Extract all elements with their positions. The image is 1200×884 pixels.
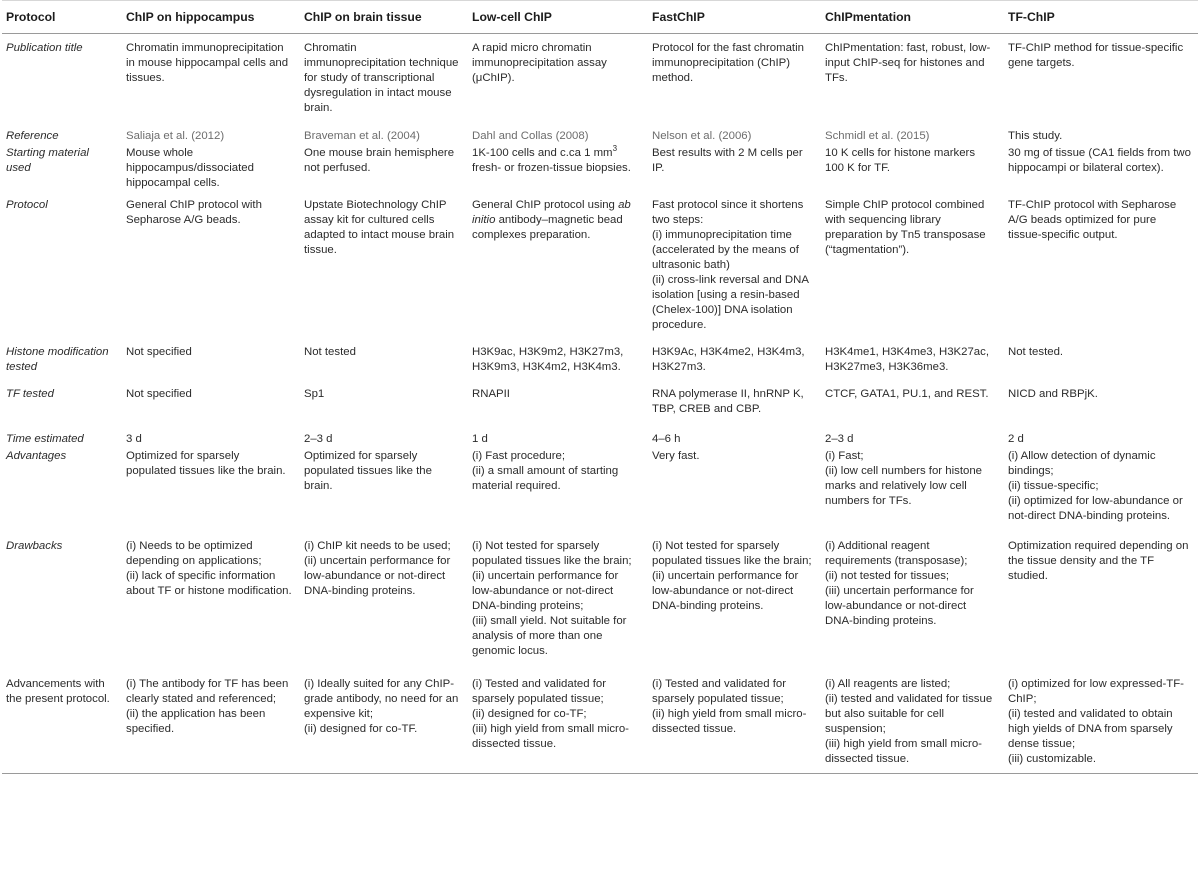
list-item: (i) optimized for low expressed-TF-ChIP;	[1008, 678, 1184, 705]
table-cell	[466, 196, 646, 340]
table-cell: Upstate Biotechnology ChIP assay kit for cultured cells adapted to intact mouse brain tissue.	[304, 199, 455, 256]
list-item: (ii) uncertain performance for low-abundance or not-direct DNA-binding proteins.	[652, 570, 799, 612]
row-advancements	[2, 675, 1198, 774]
list-item: (ii) designed for co-TF;	[472, 708, 587, 720]
item-list	[652, 228, 813, 333]
list-item: (ii) tested and validated to obtain high yields of DNA from sparsely dense tissue;	[1008, 708, 1173, 750]
row-label: Protocol	[6, 199, 48, 211]
table-cell: Very fast.	[652, 450, 700, 462]
table-cell	[466, 447, 646, 537]
item-list	[825, 677, 996, 767]
list-item: (i) immunoprecipitation time (accelerated by the means of ultrasonic bath)	[652, 229, 799, 271]
list-item: (ii) high yield from small micro-dissected tissue.	[652, 708, 807, 735]
table-cell	[646, 675, 819, 774]
list-item: (ii) uncertain performance for low-abundance or not-direct DNA-binding proteins;	[472, 570, 619, 612]
list-item: (i) All reagents are listed;	[825, 678, 951, 690]
table-cell: Not specified	[126, 388, 192, 400]
table-cell: 2–3 d	[825, 433, 854, 445]
table-cell: CTCF, GATA1, PU.1, and REST.	[825, 388, 989, 400]
item-list	[472, 449, 640, 494]
reference-link[interactable]: Schmidl et al. (2015)	[825, 130, 930, 142]
table-cell: General ChIP protocol with Sepharose A/G beads.	[126, 199, 262, 226]
table-cell: 4–6 h	[652, 433, 681, 445]
table-cell: Mouse whole hippocampus/dissociated hippocampal cells.	[126, 147, 254, 189]
row-label: Advancements with the present protocol.	[2, 675, 120, 774]
list-item: (i) Tested and validated for sparsely populated tissue;	[652, 678, 787, 705]
row-label: Reference	[6, 130, 59, 142]
protocol-comparison-table	[2, 0, 1198, 774]
list-item: (ii) cross-link reversal and DNA isolation [using a resin-based (Chelex-100)] DNA isolation procedure.	[652, 274, 809, 331]
list-item: (i) Tested and validated for sparsely populated tissue;	[472, 678, 607, 705]
row-histone-modification	[2, 340, 1198, 382]
table-cell: Chromatin immunoprecipitation technique for study of transcriptional dysregulation in intact mouse brain.	[304, 42, 459, 114]
row-tf-tested	[2, 382, 1198, 430]
row-starting-material	[2, 144, 1198, 196]
row-label: Time estimated	[6, 433, 84, 445]
cell-text: General ChIP protocol using	[472, 199, 619, 211]
table-cell: Not specified	[126, 346, 192, 358]
table-cell: RNAPII	[472, 388, 510, 400]
table-cell	[466, 144, 646, 196]
list-item: (i) Allow detection of dynamic bindings;	[1008, 450, 1156, 477]
table-cell	[646, 196, 819, 340]
reference-link[interactable]: Braveman et al. (2004)	[304, 130, 420, 142]
table-cell: 2 d	[1008, 433, 1024, 445]
row-time-estimated	[2, 430, 1198, 447]
item-list	[825, 449, 996, 509]
table-cell	[466, 537, 646, 675]
reference-link[interactable]: Saliaja et al. (2012)	[126, 130, 225, 142]
list-item: (ii) uncertain performance for low-abundance or not-direct DNA-binding proteins.	[304, 555, 451, 597]
header-low-cell-chip: Low-cell ChIP	[466, 1, 646, 34]
table-cell: H3K9Ac, H3K4me2, H3K4m3, H3K27m3.	[652, 346, 805, 373]
table-cell: 3 d	[126, 433, 142, 445]
list-item: (i) Not tested for sparsely populated tissues like the brain;	[472, 540, 632, 567]
item-list	[304, 677, 460, 737]
table-cell: 10 K cells for histone markers 100 K for TF.	[825, 147, 976, 174]
list-item: (i) Fast procedure;	[472, 450, 566, 462]
header-row	[2, 1, 1198, 34]
row-label: Starting material used	[6, 147, 89, 174]
table-cell: One mouse brain hemisphere not perfused.	[304, 147, 455, 174]
table-cell: Optimized for sparsely populated tissues like the brain.	[126, 450, 286, 477]
list-item: (iii) uncertain performance for low-abundance or not-direct DNA-binding proteins.	[825, 585, 974, 627]
row-reference	[2, 122, 1198, 144]
table-cell: Best results with 2 M cells per IP.	[652, 147, 803, 174]
row-protocol	[2, 196, 1198, 340]
row-drawbacks	[2, 537, 1198, 675]
list-item: (i) The antibody for TF has been clearly stated and referenced;	[126, 678, 289, 705]
header-fastchip: FastChIP	[646, 1, 819, 34]
list-item: (iii) small yield. Not suitable for analysis of more than one genomic locus.	[472, 615, 627, 657]
table-cell: 2–3 d	[304, 433, 333, 445]
cell-text: Fast protocol since it shortens two steps:	[652, 199, 804, 226]
list-item: (iii) high yield from small micro-dissected tissue.	[472, 723, 629, 750]
list-item: (ii) low cell numbers for histone marks and relatively low cell numbers for TFs.	[825, 465, 982, 507]
list-item: (i) Ideally suited for any ChIP-grade antibody, no need for an expensive kit;	[304, 678, 459, 720]
header-protocol: Protocol	[2, 1, 120, 34]
list-item: (ii) lack of specific information about TF or histone modification.	[126, 570, 292, 597]
table-cell	[819, 447, 1002, 537]
list-item: (i) Not tested for sparsely populated tissues like the brain;	[652, 540, 812, 567]
header-tf-chip: TF-ChIP	[1002, 1, 1198, 34]
list-item: (ii) tissue-specific;	[1008, 480, 1099, 492]
table-cell: ChIPmentation: fast, robust, low-input ChIP-seq for histones and TFs.	[825, 42, 991, 84]
list-item: (ii) not tested for tissues;	[825, 570, 950, 582]
table-cell: NICD and RBPjK.	[1008, 388, 1098, 400]
list-item: (ii) designed for co-TF.	[304, 723, 418, 735]
cell-text: fresh- or frozen-tissue biopsies.	[472, 162, 631, 174]
table-cell	[1002, 447, 1198, 537]
table-cell	[819, 537, 1002, 675]
table-cell	[298, 537, 466, 675]
reference-link[interactable]: Dahl and Collas (2008)	[472, 130, 589, 142]
list-item: (ii) a small amount of starting material required.	[472, 465, 619, 492]
table-cell: H3K4me1, H3K4me3, H3K27ac, H3K27me3, H3K36me3.	[825, 346, 989, 373]
item-list	[1008, 677, 1192, 767]
table-cell: Not tested	[304, 346, 356, 358]
row-label: Advantages	[6, 450, 67, 462]
table-cell	[819, 675, 1002, 774]
table-cell	[466, 675, 646, 774]
table-cell: Protocol for the fast chromatin immunoprecipitation (ChIP) method.	[652, 42, 804, 84]
table-cell	[120, 537, 298, 675]
cell-text: antibody–magnetic bead complexes preparation.	[472, 214, 623, 241]
table-cell	[646, 537, 819, 675]
list-item: (ii) optimized for low-abundance or not-direct DNA-binding proteins.	[1008, 495, 1183, 522]
table-cell	[1002, 675, 1198, 774]
list-item: (ii) tested and validated for tissue but also suitable for cell suspension;	[825, 693, 993, 735]
list-item: (i) Needs to be optimized depending on applications;	[126, 540, 262, 567]
reference-link[interactable]: Nelson et al. (2006)	[652, 130, 752, 142]
row-publication-title	[2, 34, 1198, 123]
table-cell: Optimized for sparsely populated tissues like the brain.	[304, 450, 432, 492]
table-cell: 30 mg of tissue (CA1 fields from two hippocampi or bilateral cortex).	[1008, 147, 1191, 174]
header-chipmentation: ChIPmentation	[819, 1, 1002, 34]
item-list	[472, 677, 640, 752]
row-label: Drawbacks	[6, 540, 63, 552]
table-cell: Not tested.	[1008, 346, 1064, 358]
row-advantages	[2, 447, 1198, 537]
table-cell: RNA polymerase II, hnRNP K, TBP, CREB and CBP.	[652, 388, 804, 415]
item-list	[126, 677, 292, 737]
row-label: TF tested	[6, 388, 54, 400]
table-cell: Simple ChIP protocol combined with sequencing library preparation by Tn5 transposase (“tagmentation”).	[825, 199, 986, 256]
row-label: Histone modification tested	[6, 346, 109, 373]
item-list	[825, 539, 996, 629]
list-item: (ii) the application has been specified.	[126, 708, 266, 735]
table-cell: Chromatin immunoprecipitation in mouse hippocampal cells and tissues.	[126, 42, 289, 84]
header-chip-brain-tissue: ChIP on brain tissue	[298, 1, 466, 34]
cell-text: 1K-100 cells and c.ca 1 mm	[472, 147, 613, 159]
table-cell: H3K9ac, H3K9m2, H3K27m3, H3K9m3, H3K4m2, H3K4m3.	[472, 346, 624, 373]
superscript: 3	[612, 144, 618, 154]
list-item: (iii) customizable.	[1008, 753, 1096, 765]
table-cell: TF-ChIP protocol with Sepharose A/G beads optimized for pure tissue-specific output.	[1008, 199, 1177, 241]
table-cell: TF-ChIP method for tissue-specific gene targets.	[1008, 42, 1184, 69]
table-cell: A rapid micro chromatin immunoprecipitation assay (μChIP).	[472, 42, 607, 84]
item-list	[126, 539, 292, 599]
item-list	[652, 677, 813, 737]
table-cell: 1 d	[472, 433, 488, 445]
table-cell	[298, 675, 466, 774]
item-list	[472, 539, 640, 659]
list-item: (i) Fast;	[825, 450, 864, 462]
list-item: (i) Additional reagent requirements (transposase);	[825, 540, 968, 567]
item-list	[304, 539, 460, 599]
table-cell: This study.	[1008, 130, 1063, 142]
header-chip-hippocampus: ChIP on hippocampus	[120, 1, 298, 34]
table-cell: Optimization required depending on the tissue density and the TF studied.	[1008, 540, 1189, 582]
table-cell	[120, 675, 298, 774]
list-item: (i) ChIP kit needs to be used;	[304, 540, 451, 552]
item-list	[1008, 449, 1192, 524]
table-cell: Sp1	[304, 388, 325, 400]
item-list	[652, 539, 813, 614]
list-item: (iii) high yield from small micro-dissected tissue.	[825, 738, 982, 765]
row-label: Publication title	[6, 42, 83, 54]
italic-term: ab initio	[472, 199, 631, 226]
